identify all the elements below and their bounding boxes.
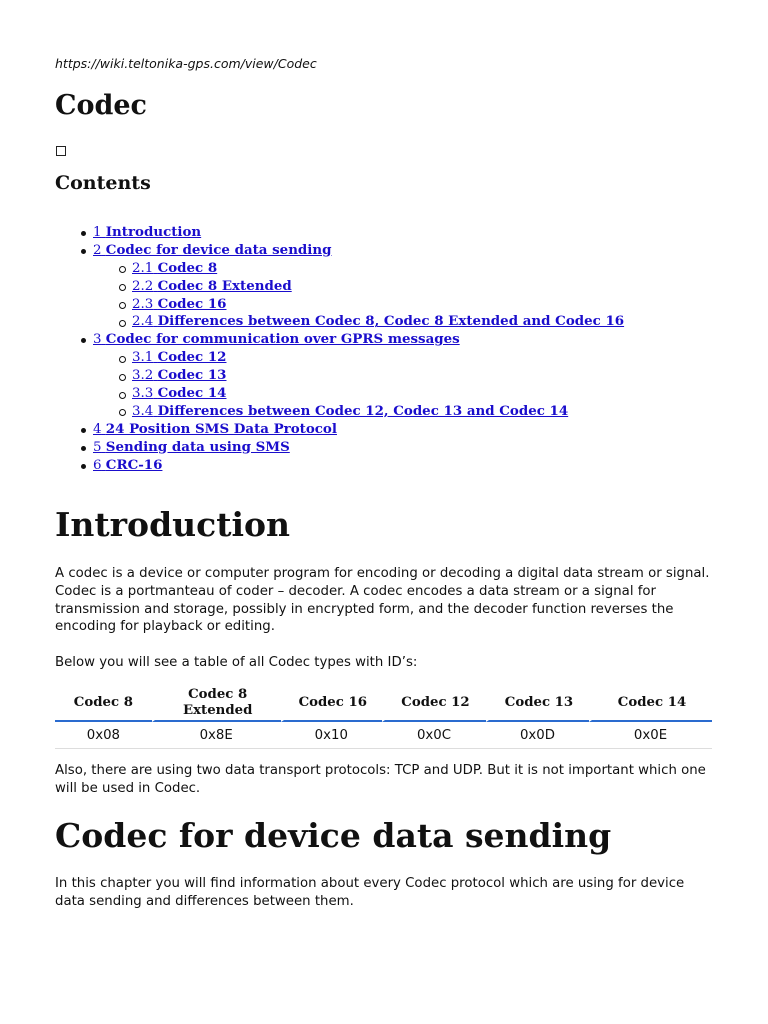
toc-link[interactable] xyxy=(132,297,226,312)
column-header: Codec 8 xyxy=(55,686,152,722)
toc-link[interactable] xyxy=(93,422,337,437)
toc-text: Codec for device data sending xyxy=(105,241,332,258)
device-data-sending-heading: Codec for device data sending xyxy=(55,816,612,855)
toc-text: Codec 8 xyxy=(157,259,218,276)
toc-item xyxy=(55,439,624,457)
toc-text: CRC-16 xyxy=(105,456,163,473)
toc-link[interactable] xyxy=(93,458,162,473)
toc-text: Codec for communication over GPRS messages xyxy=(105,331,460,348)
toc-item xyxy=(55,224,624,242)
toc-number: 3.1 xyxy=(132,350,154,366)
toc-number: 1 xyxy=(93,225,102,240)
page-url: https://wiki.teltonika-gps.com/view/Codec xyxy=(55,56,317,71)
toc-text: Introduction xyxy=(105,224,202,240)
column-header: Codec 8 Extended xyxy=(152,686,281,722)
table-intro-text: Below you will see a table of all Codec types with ID’s: xyxy=(55,655,418,670)
toc-number: 4 xyxy=(93,421,102,437)
toc-link[interactable] xyxy=(132,261,217,276)
table-of-contents xyxy=(55,224,624,474)
toc-text: 24 Position SMS Data Protocol xyxy=(105,420,337,437)
table-cell: 0x0D xyxy=(486,722,589,749)
toc-link[interactable] xyxy=(132,404,568,419)
toc-text: Codec 13 xyxy=(157,367,227,384)
toc-number: 3.4 xyxy=(132,403,154,419)
toc-text: Sending data using SMS xyxy=(105,438,290,455)
device-data-sending-paragraph: In this chapter you will find information about every Codec protocol which are using for device data sending and differences between them. xyxy=(55,876,685,909)
toc-item xyxy=(55,349,624,367)
column-header: Codec 12 xyxy=(382,686,486,722)
toc-link[interactable] xyxy=(132,279,292,294)
column-header: Codec 13 xyxy=(486,686,589,722)
table-cell: 0x0C xyxy=(382,722,486,749)
toc-link[interactable] xyxy=(93,332,460,347)
introduction-paragraph: A codec is a device or computer program for encoding or decoding a digital data stream or signal. Codec is a portmanteau of coder – decoder. A codec encodes a data stream or a signal for transmission and storage, possibly in encrypted form, and the decoder function reverses the encoding for playback or editing. xyxy=(55,566,710,635)
contents-heading: Contents xyxy=(55,172,151,194)
toc-item xyxy=(55,367,624,385)
toc-number: 6 xyxy=(93,457,102,473)
column-header: Codec 14 xyxy=(589,686,712,722)
toc-number: 3.3 xyxy=(132,386,154,402)
table-header-row xyxy=(55,686,712,722)
toc-item xyxy=(55,457,624,475)
column-header: Codec 16 xyxy=(281,686,382,722)
toc-item xyxy=(55,313,624,331)
toc-item xyxy=(55,242,624,260)
introduction-heading: Introduction xyxy=(55,505,291,544)
table-row xyxy=(55,722,712,749)
toc-number: 2 xyxy=(93,242,102,258)
toc-link[interactable] xyxy=(93,440,290,455)
toc-number: 2.4 xyxy=(132,314,154,330)
toc-link[interactable] xyxy=(132,368,226,383)
toc-link[interactable] xyxy=(93,225,201,240)
toc-item xyxy=(55,421,624,439)
toc-number: 3 xyxy=(93,332,102,348)
toc-link[interactable] xyxy=(93,243,331,258)
toc-text: Codec 16 xyxy=(157,295,227,312)
toc-item xyxy=(55,260,624,278)
toc-item xyxy=(55,331,624,349)
toc-number: 2.1 xyxy=(132,260,154,276)
toc-number: 2.2 xyxy=(132,278,154,294)
toc-text: Differences between Codec 8, Codec 8 Extended and Codec 16 xyxy=(157,313,625,330)
toc-text: Differences between Codec 12, Codec 13 and Codec 14 xyxy=(157,402,569,419)
toc-item xyxy=(55,403,624,421)
toc-number: 3.2 xyxy=(132,368,154,384)
toc-text: Codec 8 Extended xyxy=(157,277,292,294)
table-cell: 0x10 xyxy=(281,722,382,749)
toc-toggle-checkbox[interactable] xyxy=(56,146,66,156)
toc-item xyxy=(55,385,624,403)
page-title: Codec xyxy=(55,90,147,121)
transport-protocols-text: Also, there are using two data transport protocols: TCP and UDP. But it is not important which one will be used in Codec. xyxy=(55,763,706,796)
toc-text: Codec 12 xyxy=(157,349,227,366)
toc-link[interactable] xyxy=(132,350,226,365)
table-cell: 0x0E xyxy=(589,722,712,749)
toc-item xyxy=(55,296,624,314)
codec-id-table xyxy=(55,686,712,749)
toc-link[interactable] xyxy=(132,314,624,329)
toc-item xyxy=(55,278,624,296)
toc-link[interactable] xyxy=(132,386,226,401)
toc-text: Codec 14 xyxy=(157,385,227,402)
toc-number: 2.3 xyxy=(132,296,154,312)
table-cell: 0x8E xyxy=(152,722,281,749)
table-cell: 0x08 xyxy=(55,722,152,749)
toc-number: 5 xyxy=(93,439,102,455)
